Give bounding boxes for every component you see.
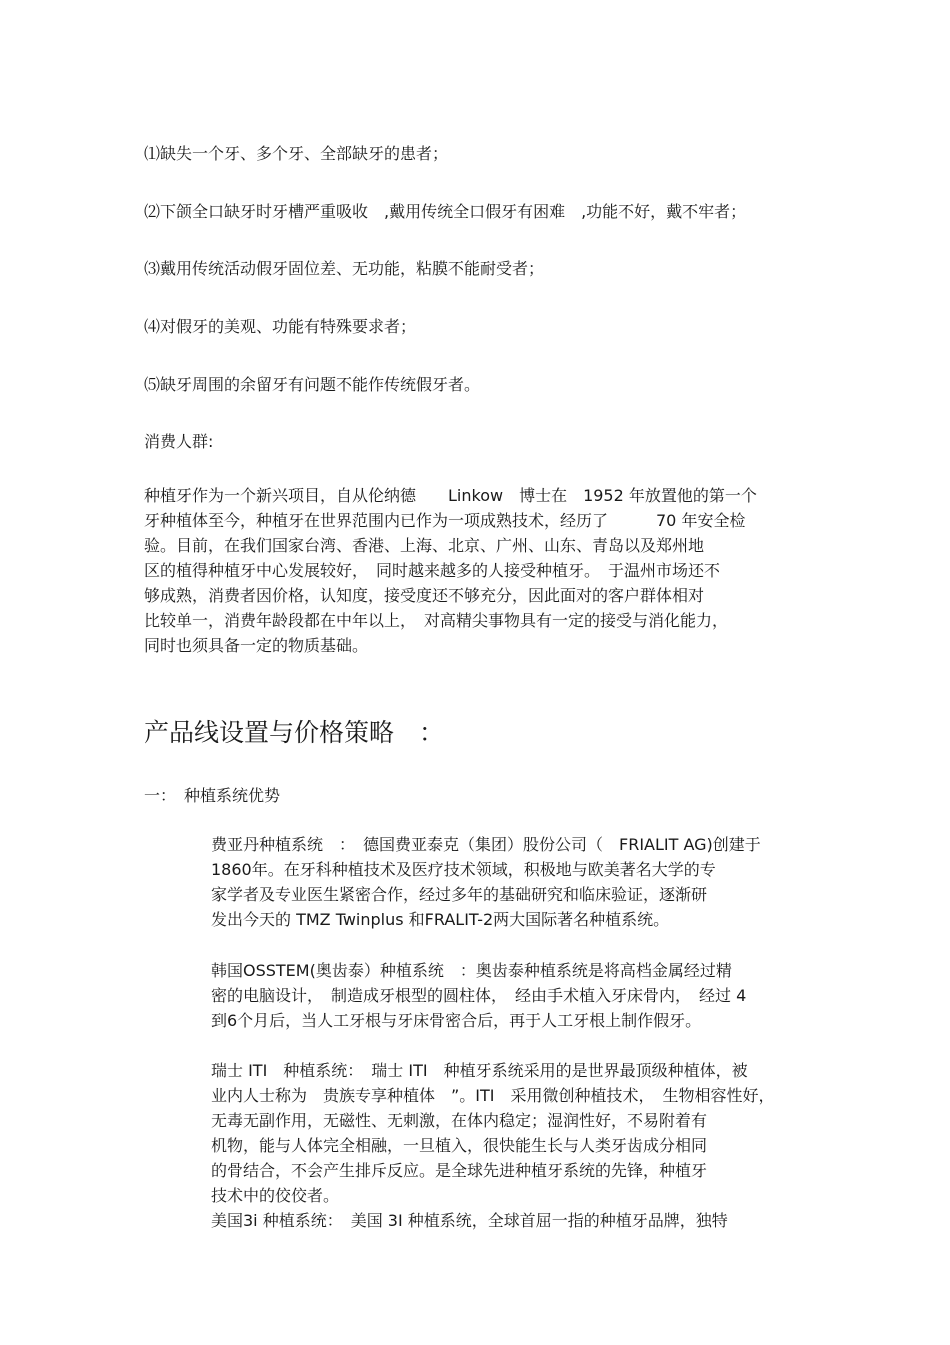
subsection-label: 一： 种植系统优势: [144, 786, 281, 805]
system-osstem-line: 到6个月后，当人工牙根与牙床骨密合后，再于人工牙根上制作假牙。: [211, 1011, 702, 1030]
criteria-item-2: ⑵下颌全口缺牙时牙槽严重吸收 ,戴用传统全口假牙有困难 ,功能不好，戴不牢者；: [144, 202, 747, 221]
criteria-item-5: ⑸缺牙周围的余留牙有问题不能作传统假牙者。: [144, 375, 481, 394]
consumer-paragraph-line: 够成熟，消费者因价格，认知度，接受度还不够充分，因此面对的客户群体相对: [144, 586, 705, 605]
consumer-paragraph-line: 区的植得种植牙中心发展较好， 同时越来越多的人接受种植牙。 于温州市场还不: [144, 561, 721, 580]
system-iti-line: 瑞士 ITI 种植系统： 瑞士 ITI 种植牙系统采用的是世界最顶级种植体，被: [211, 1061, 748, 1080]
system-frialit-line: 1860年。在牙科种植技术及医疗技术领域，积极地与欧美著名大学的专: [211, 860, 716, 879]
consumer-paragraph-line: 同时也须具备一定的物质基础。: [144, 636, 369, 655]
system-iti-line: 无毒无副作用，无磁性、无刺激，在体内稳定；湿润性好，不易附着有: [211, 1111, 708, 1130]
system-frialit-line: 家学者及专业医生紧密合作，经过多年的基础研究和临床验证，逐渐研: [211, 885, 708, 904]
system-iti-line: 技术中的佼佼者。: [211, 1186, 340, 1205]
system-iti-line: 的骨结合，不会产生排斥反应。是全球先进种植牙系统的先锋，种植牙: [211, 1161, 708, 1180]
criteria-item-3: ⑶戴用传统活动假牙固位差、无功能，粘膜不能耐受者；: [144, 259, 545, 278]
system-osstem-line: 韩国OSSTEM(奥齿泰）种植系统 ：奥齿泰种植系统是将高档金属经过精: [211, 961, 732, 980]
criteria-item-4: ⑷对假牙的美观、功能有特殊要求者；: [144, 317, 417, 336]
consumer-paragraph-line: 牙种植体至今，种植牙在世界范围内已作为一项成熟技术，经历了 70 年安全检: [144, 511, 746, 530]
consumer-label: 消费人群:: [144, 432, 214, 451]
system-osstem-line: 密的电脑设计， 制造成牙根型的圆柱体， 经由手术植入牙床骨内， 经过 4: [211, 986, 747, 1005]
criteria-item-1: ⑴缺失一个牙、多个牙、全部缺牙的患者；: [144, 144, 449, 163]
consumer-paragraph-line: 比较单一，消费年龄段都在中年以上， 对高精尖事物具有一定的接受与消化能力，: [144, 611, 729, 630]
consumer-paragraph-line: 验。目前，在我们国家台湾、香港、上海、北京、广州、山东、青岛以及郑州地: [144, 536, 705, 555]
system-iti-line: 机物，能与人体完全相融，一旦植入，很快能生长与人类牙齿成分相同: [211, 1136, 708, 1155]
section-heading: 产品线设置与价格策略 ：: [144, 718, 445, 747]
system-frialit-line: 发出今天的 TMZ Twinplus 和FRALIT-2两大国际著名种植系统。: [211, 910, 670, 929]
system-frialit-line: 费亚丹种植系统 ： 德国费亚泰克（集团）股份公司（ FRIALIT AG)创建于: [211, 835, 761, 854]
system-iti-line: 业内人士称为 贵族专享种植体 ”。ITI 采用微创种植技术， 生物相容性好，: [211, 1086, 775, 1105]
consumer-paragraph-line: 种植牙作为一个新兴项目，自从伦纳德 Linkow 博士在 1952 年放置他的第一个: [144, 486, 757, 505]
system-3i-line: 美国3i 种植系统： 美国 3I 种植系统，全球首屈一指的种植牙品牌，独特: [211, 1211, 728, 1230]
